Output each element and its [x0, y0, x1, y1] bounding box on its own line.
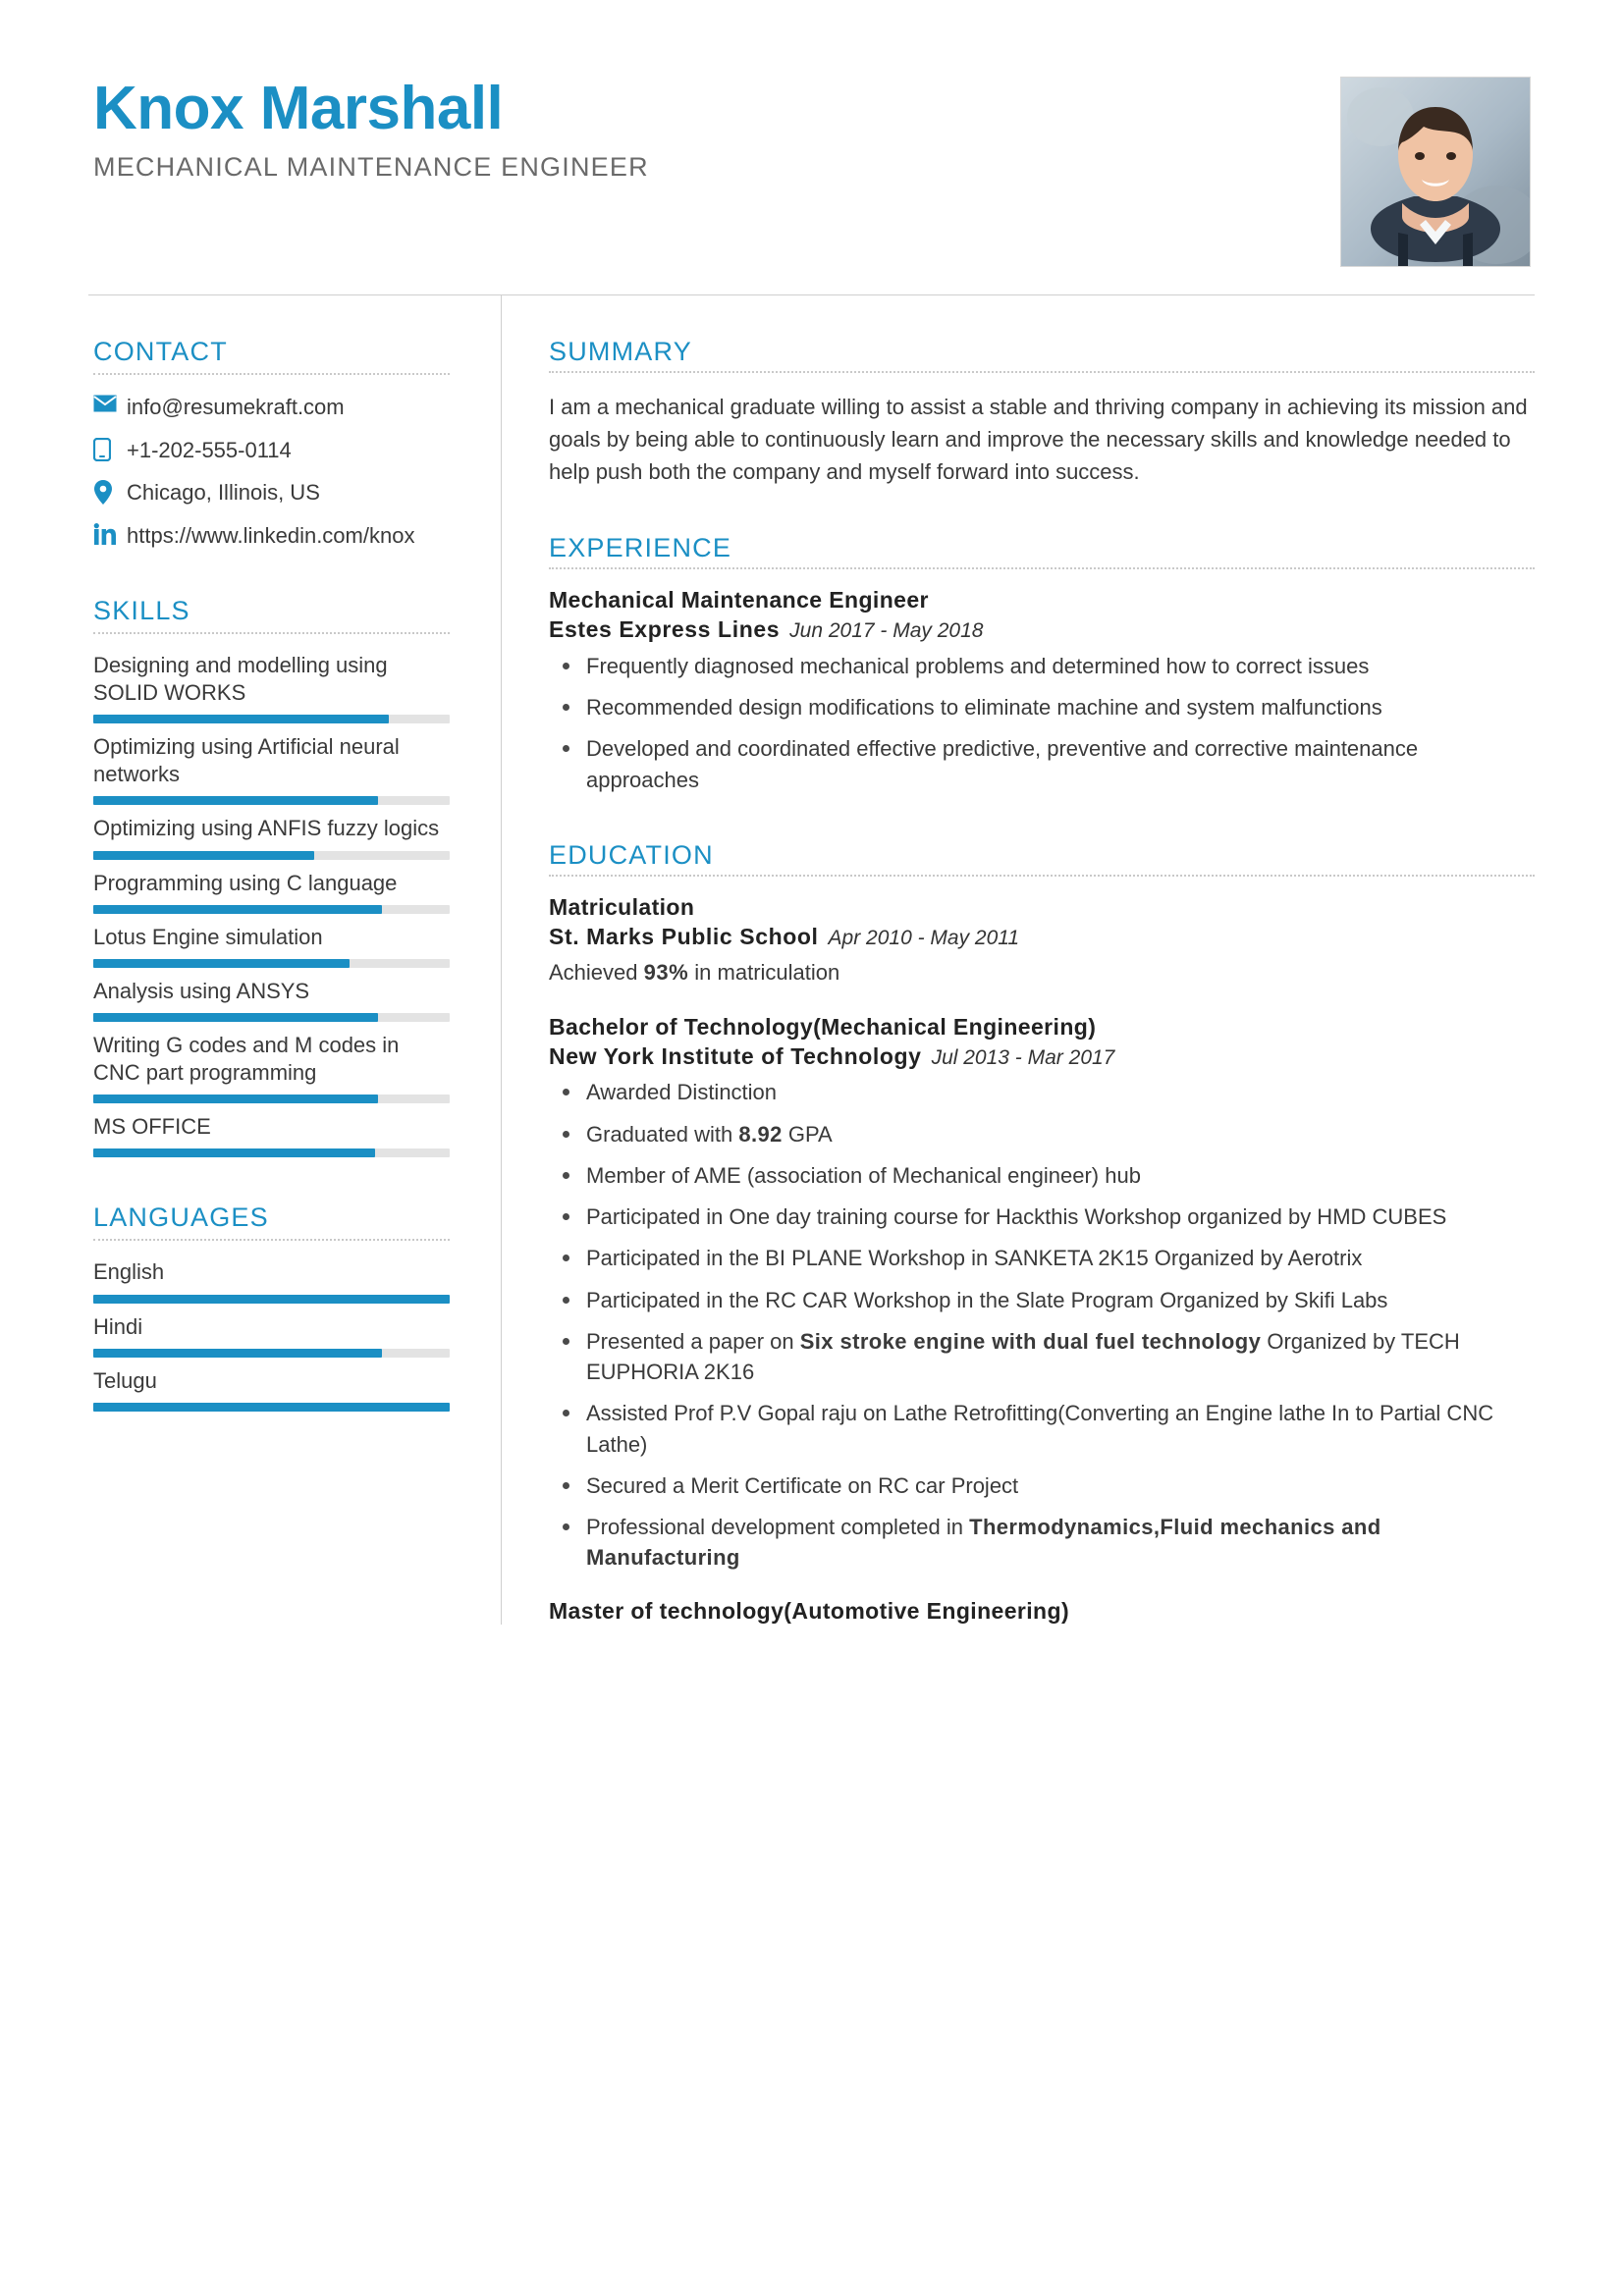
bullet-text-pre: Participated in the RC CAR Workshop in the Slate Program Organized by Skifi Labs	[586, 1287, 1388, 1312]
section-contact	[93, 337, 450, 551]
entry-dates: Apr 2010 - May 2011	[828, 926, 1020, 949]
entry-org-line	[549, 1042, 1535, 1072]
job-title: MECHANICAL MAINTENANCE ENGINEER	[93, 152, 649, 183]
language-item	[93, 1313, 450, 1358]
resume-body	[88, 295, 1535, 1625]
language-bar-fill	[93, 1403, 450, 1412]
entry-note	[549, 958, 1535, 988]
skill-bar-track	[93, 796, 450, 805]
skill-label: MS OFFICE	[93, 1114, 211, 1140]
bullet-text-pre: Participated in One day training course for Hackthis Workshop organized by HMD CUBES	[586, 1204, 1447, 1230]
section-education	[549, 840, 1535, 1626]
section-title-contact: CONTACT	[93, 337, 228, 366]
skill-bar-fill	[93, 1148, 375, 1157]
email-icon	[93, 393, 127, 412]
list-item	[582, 1077, 1535, 1107]
bullet-text-pre: Awarded Distinction	[586, 1080, 778, 1105]
page-title: Knox Marshall	[93, 75, 504, 142]
section-skills	[93, 596, 450, 1158]
skill-label: Analysis using ANSYS	[93, 978, 310, 1003]
skill-item	[93, 815, 450, 859]
divider	[549, 371, 1535, 373]
skill-item	[93, 870, 450, 914]
skill-bar-fill	[93, 851, 314, 860]
skill-item	[93, 1113, 450, 1157]
divider	[93, 373, 450, 375]
language-bar-track	[93, 1403, 450, 1412]
entry	[549, 894, 1535, 988]
list-item	[582, 1285, 1535, 1315]
entry-note-prefix: Achieved	[549, 959, 644, 985]
skill-label: Optimizing using ANFIS fuzzy logics	[93, 816, 440, 841]
bullet-text-pre: Secured a Merit Certificate on RC car Project	[586, 1472, 1019, 1498]
skill-bar-track	[93, 959, 450, 968]
list-item	[582, 1160, 1535, 1191]
entry-role: Mechanical Maintenance Engineer	[549, 587, 929, 613]
language-bar-track	[93, 1295, 450, 1304]
language-bar-track	[93, 1349, 450, 1358]
entry-bullet-list	[549, 1077, 1535, 1573]
bullet-text-post: GPA	[782, 1121, 833, 1147]
skill-bar-fill	[93, 1095, 378, 1103]
entry-organization: Estes Express Lines	[549, 616, 781, 642]
skills-list	[93, 652, 450, 1158]
bullet-text-pre: Professional development completed in	[586, 1514, 970, 1539]
bullet-text-pre: Assisted Prof P.V Gopal raju on Lathe Retrofitting(Converting an Engine lathe In to Partial CNC Lathe)	[586, 1401, 1494, 1457]
divider	[93, 1239, 450, 1241]
language-label: English	[93, 1259, 165, 1285]
contact-phone-text: +1-202-555-0114	[127, 437, 292, 462]
entry-bullet-list	[549, 651, 1535, 795]
skill-bar-track	[93, 851, 450, 860]
entry-org-line	[549, 615, 1535, 645]
contact-email-text: info@resumekraft.com	[127, 395, 345, 419]
avatar	[1340, 77, 1531, 267]
section-summary	[549, 337, 1535, 488]
list-item: Frequently diagnosed mechanical problems and determined how to correct issues	[582, 651, 1535, 681]
list-item	[582, 1326, 1535, 1387]
list-item	[582, 1201, 1535, 1232]
divider	[93, 632, 450, 634]
entry-dates: Jun 2017 - May 2018	[789, 619, 984, 642]
contact-linkedin-text: https://www.linkedin.com/knox	[127, 523, 415, 549]
section-languages	[93, 1202, 450, 1411]
section-title-languages: LANGUAGES	[93, 1202, 269, 1233]
location-icon	[93, 478, 127, 505]
contact-location[interactable]	[93, 478, 450, 507]
bullet-text-highlight: 8.92	[738, 1121, 783, 1147]
list-item	[582, 1470, 1535, 1501]
skill-bar-fill	[93, 796, 378, 805]
skill-bar-track	[93, 1013, 450, 1022]
bullet-text-pre: Member of AME (association of Mechanical engineer) hub	[586, 1162, 1141, 1188]
contact-location-text: Chicago, Illinois, US	[127, 480, 320, 506]
language-label: Hindi	[93, 1313, 143, 1339]
list-item: Recommended design modifications to eliminate machine and system malfunctions	[582, 692, 1535, 722]
list-item	[582, 1243, 1535, 1273]
languages-list	[93, 1258, 450, 1411]
contact-linkedin[interactable]	[93, 521, 450, 551]
entry-role: Matriculation	[549, 893, 695, 920]
section-title-education: EDUCATION	[549, 839, 714, 870]
list-item	[582, 1512, 1535, 1573]
entry	[549, 587, 1535, 795]
entry-note-suffix: in matriculation	[688, 959, 840, 985]
skill-bar-fill	[93, 1013, 378, 1022]
skill-item	[93, 1032, 450, 1103]
contact-phone[interactable]	[93, 436, 450, 465]
section-title-skills: SKILLS	[93, 595, 190, 625]
entry	[549, 1014, 1535, 1574]
entry-note-highlight: 93%	[643, 959, 689, 985]
divider	[549, 567, 1535, 569]
header-text-block	[88, 77, 649, 183]
skill-bar-track	[93, 905, 450, 914]
experience-list	[549, 587, 1535, 795]
entry-role: Bachelor of Technology(Mechanical Engineering)	[549, 1013, 1097, 1040]
skill-item	[93, 652, 450, 723]
section-title-summary: SUMMARY	[549, 337, 692, 366]
bullet-text-pre: Participated in the BI PLANE Workshop in SANKETA 2K15 Organized by Aerotrix	[586, 1246, 1363, 1271]
skill-item	[93, 978, 450, 1022]
bullet-text-highlight: Six stroke engine with dual fuel technology	[799, 1328, 1262, 1354]
contact-email[interactable]	[93, 393, 450, 422]
skill-label: Lotus Engine simulation	[93, 924, 323, 949]
main-content	[502, 295, 1535, 1625]
language-item	[93, 1258, 450, 1303]
divider	[549, 875, 1535, 877]
phone-icon	[93, 436, 127, 461]
entry-org-line	[549, 923, 1535, 952]
education-list	[549, 894, 1535, 1574]
language-bar-fill	[93, 1295, 450, 1304]
skill-label: Designing and modelling using SOLID WORKS	[93, 652, 388, 705]
bullet-text-highlight: Thermodynamics,Fluid mechanics and Manufacturing	[586, 1514, 1381, 1571]
resume-header	[88, 0, 1535, 294]
skill-item	[93, 733, 450, 805]
list-item	[582, 1119, 1535, 1149]
sidebar	[88, 295, 501, 1625]
linkedin-icon	[93, 521, 127, 547]
language-item	[93, 1367, 450, 1412]
section-experience	[549, 533, 1535, 795]
skill-bar-fill	[93, 715, 389, 723]
entry-organization: New York Institute of Technology	[549, 1042, 922, 1069]
list-item	[582, 1398, 1535, 1459]
list-item: Developed and coordinated effective predictive, preventive and corrective maintenance approaches	[582, 733, 1535, 794]
bullet-text-post: Organized by TECH EUPHORIA 2K16	[586, 1328, 1460, 1385]
language-label: Telugu	[93, 1367, 157, 1393]
language-bar-fill	[93, 1349, 382, 1358]
skill-item	[93, 924, 450, 968]
skill-bar-track	[93, 715, 450, 723]
skill-label: Programming using C language	[93, 870, 398, 895]
skill-label: Optimizing using Artificial neural networks	[93, 734, 400, 787]
summary-text: I am a mechanical graduate willing to assist a stable and thriving company in achieving its mission and goals by being able to continuously learn and improve the necessary skills and knowledge needed to help push both the company and myself forward into success.	[549, 395, 1528, 484]
education-trailing-entry: Master of technology(Automotive Engineering)	[549, 1598, 1070, 1625]
skill-bar-track	[93, 1148, 450, 1157]
skill-label: Writing G codes and M codes in CNC part programming	[93, 1033, 400, 1086]
skill-bar-fill	[93, 905, 382, 914]
section-title-experience: EXPERIENCE	[549, 533, 732, 562]
entry-organization: St. Marks Public School	[549, 923, 819, 949]
bullet-text-pre: Presented a paper on	[586, 1328, 800, 1354]
skill-bar-fill	[93, 959, 350, 968]
skill-bar-track	[93, 1095, 450, 1103]
bullet-text-pre: Graduated with	[586, 1121, 739, 1147]
entry-dates: Jul 2013 - Mar 2017	[931, 1045, 1115, 1069]
